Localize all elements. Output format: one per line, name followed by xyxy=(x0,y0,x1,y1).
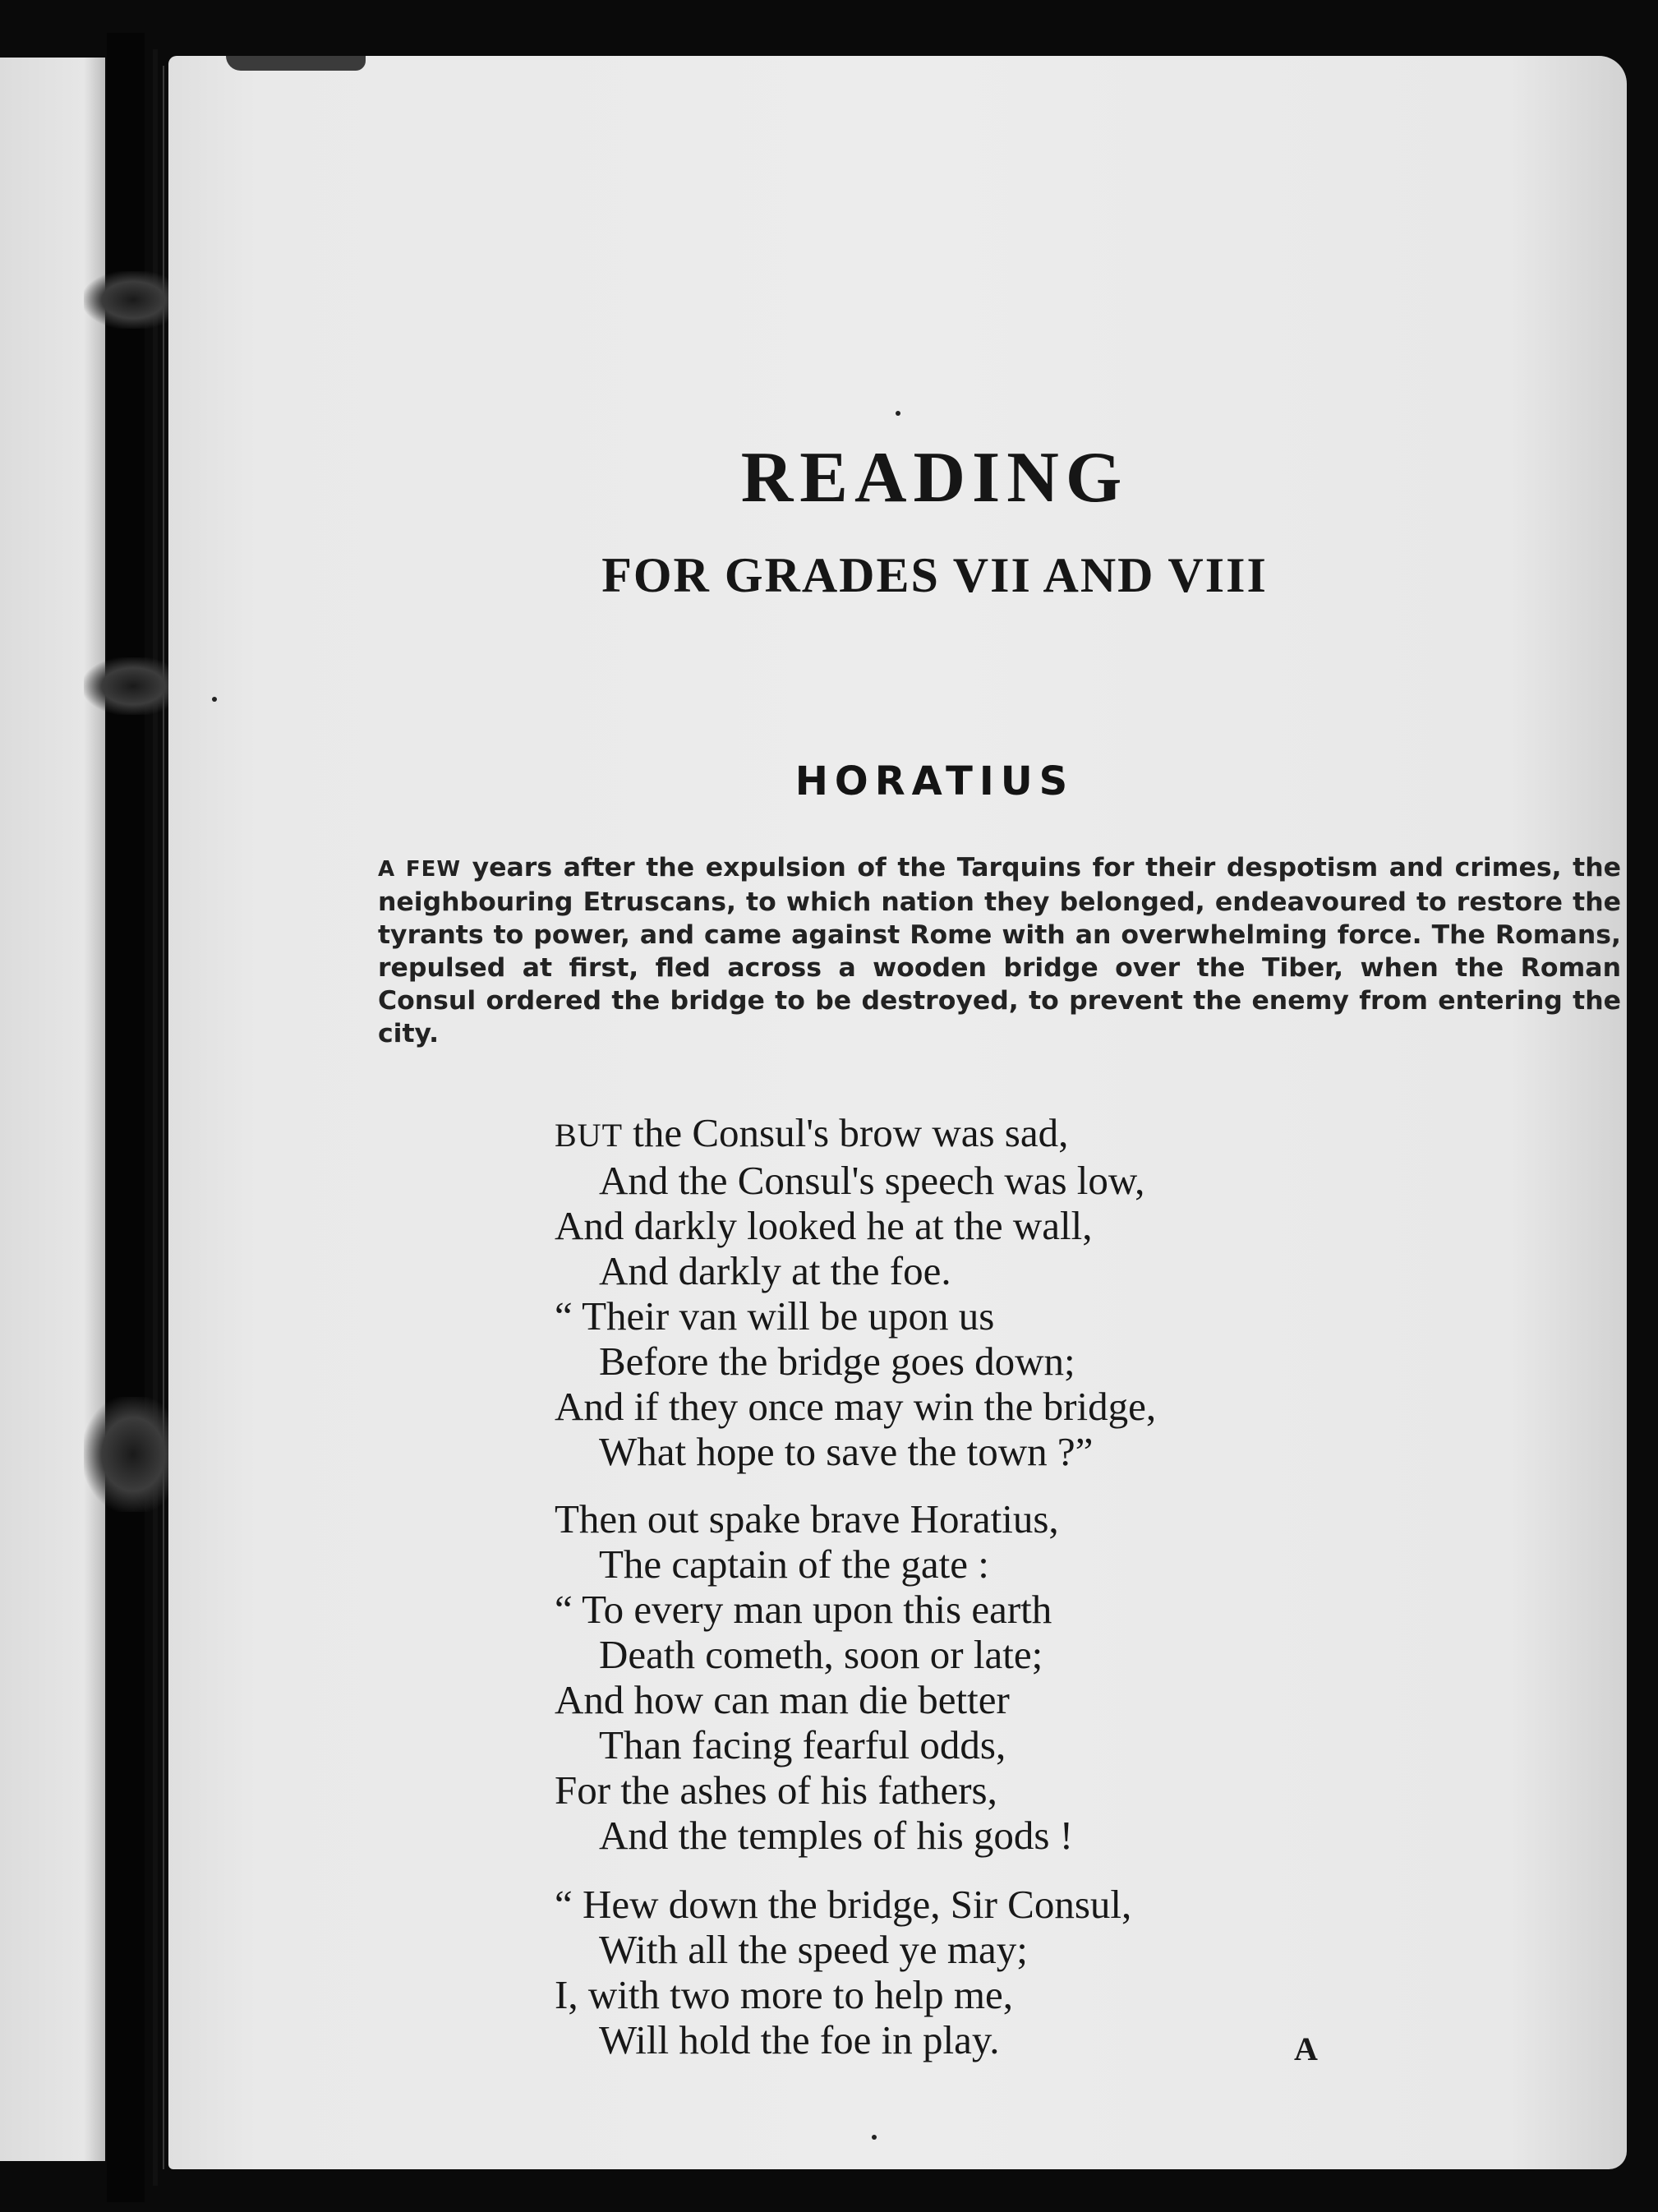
facing-page-edge xyxy=(0,58,105,2161)
speck xyxy=(896,411,900,416)
speck xyxy=(212,697,217,702)
spine-binding-line xyxy=(153,49,158,2186)
poem-line: For the ashes of his fathers, xyxy=(555,1767,997,1813)
poem-line: I, with two more to help me, xyxy=(555,1972,1013,2017)
poem-line: “ Their van will be upon us xyxy=(555,1293,995,1339)
signature-mark: A xyxy=(1294,2030,1318,2067)
poem-line: And the Consul's speech was low, xyxy=(599,1158,1145,1203)
book-spine xyxy=(107,33,145,2202)
ink-smudge xyxy=(226,56,366,71)
binding-thread xyxy=(84,657,182,715)
page-title: READING xyxy=(740,438,1129,518)
poem-line: “ Hew down the bridge, Sir Consul, xyxy=(555,1882,1132,1927)
poem-line: “ To every man upon this earth xyxy=(555,1587,1052,1632)
binding-thread xyxy=(84,1397,182,1512)
poem-line: Than facing fearful odds, xyxy=(599,1722,1006,1767)
poem-line: And if they once may win the bridge, xyxy=(555,1384,1157,1429)
poem-line: And darkly looked he at the wall, xyxy=(555,1203,1093,1248)
stanza-lead: BUT xyxy=(555,1117,623,1154)
speck xyxy=(872,2135,877,2140)
poem-line: And how can man die better xyxy=(555,1677,1010,1722)
poem-line: BUT the Consul's brow was sad, xyxy=(555,1110,1069,1155)
book-page xyxy=(168,56,1627,2169)
poem-title: HORATIUS xyxy=(794,758,1075,804)
page-subtitle: FOR GRADES VII AND VIII xyxy=(601,548,1268,602)
intro-paragraph xyxy=(378,851,1621,1050)
poem-line: Before the bridge goes down; xyxy=(599,1339,1075,1384)
intro-lead: A FEW xyxy=(378,857,462,882)
poem-line: Death cometh, soon or late; xyxy=(599,1632,1043,1677)
stanza-2 xyxy=(555,1496,1376,1858)
poem-line: The captain of the gate : xyxy=(599,1541,989,1587)
intro-text: years after the expulsion of the Tarquins for their despotism and crimes, the neighbouring Etruscans, to which nation they belonged, endeavoured to restore the tyrants to power, and came against Rome with an overwhelming force. The Romans, repulsed at first, fled across a wooden bridge over the Tiber, when the Roman Consul ordered the bridge to be destroyed, to prevent the enemy from entering the city. xyxy=(378,853,1621,1048)
poem-line: With all the speed ye may; xyxy=(599,1927,1028,1972)
poem-line: Will hold the foe in play. xyxy=(599,2017,1000,2062)
poem-line: What hope to save the town ?” xyxy=(599,1429,1094,1474)
poem-line: Then out spake brave Horatius, xyxy=(555,1496,1059,1541)
poem-line: And the temples of his gods ! xyxy=(599,1813,1074,1858)
spine-gutter-line xyxy=(163,66,164,2169)
stanza-1 xyxy=(555,1110,1376,1474)
binding-thread xyxy=(84,271,182,329)
stanza-3 xyxy=(555,1882,1376,2062)
poem-line: And darkly at the foe. xyxy=(599,1248,951,1293)
